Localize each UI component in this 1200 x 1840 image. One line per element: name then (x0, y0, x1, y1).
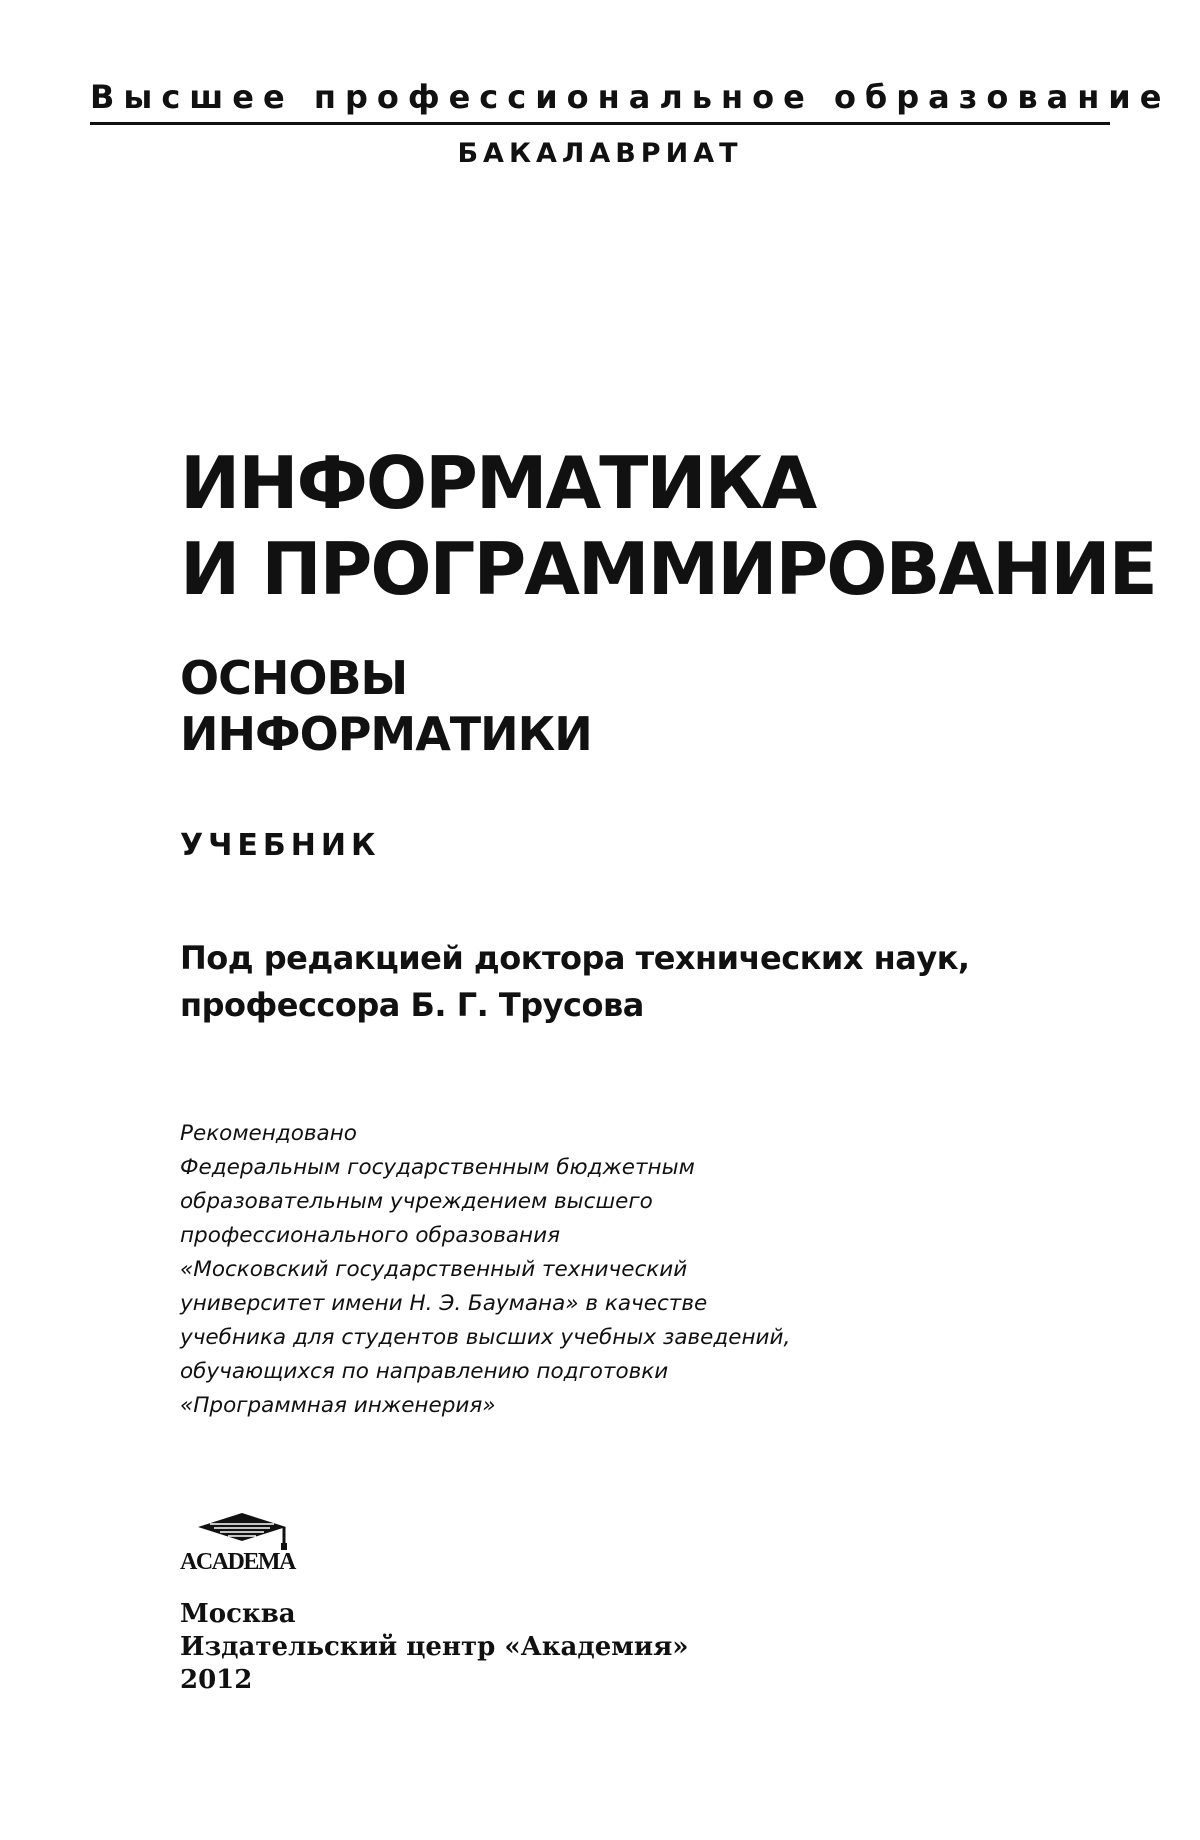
publisher-logo (180, 1505, 310, 1585)
recommendation-line: «Московский государственный технический (180, 1257, 688, 1282)
recommendation-line: Рекомендовано (180, 1121, 357, 1146)
editor-credit (180, 935, 970, 1029)
imprint-city: Москва (180, 1599, 296, 1629)
book-subtitle-line-2: ИНФОРМАТИКИ (180, 707, 592, 761)
recommendation-line: университет имени Н. Э. Баумана» в качестве (180, 1291, 708, 1316)
imprint-year: 2012 (180, 1665, 253, 1695)
document-type: УЧЕБНИК (180, 828, 381, 863)
book-title-line-1: ИНФОРМАТИКА (180, 441, 816, 525)
graduation-cap-icon (180, 1505, 310, 1553)
recommendation-line: образовательным учреждением высшего (180, 1189, 653, 1214)
series-divider (90, 122, 1110, 125)
recommendation-line: обучающихся по направлению подготовки (180, 1359, 669, 1384)
recommendation-line: профессионального образования (180, 1223, 561, 1248)
recommendation-line: «Программная инженерия» (180, 1393, 496, 1418)
editor-line-1: Под редакцией доктора технических наук, (180, 939, 970, 977)
series-title: Высшее профессиональное образование (90, 78, 1171, 116)
recommendation-note (180, 1117, 790, 1423)
book-title (180, 440, 1156, 612)
recommendation-line: учебника для студентов высших учебных заведений, (180, 1325, 791, 1350)
book-subtitle (180, 650, 592, 762)
imprint-publisher: Издательский центр «Академия» (180, 1632, 689, 1662)
recommendation-line: Федеральным государственным бюджетным (180, 1155, 695, 1180)
book-subtitle-line-1: ОСНОВЫ (180, 651, 408, 705)
editor-line-2: профессора Б. Г. Трусова (180, 986, 644, 1024)
book-title-line-2: И ПРОГРАММИРОВАНИЕ (180, 527, 1156, 611)
imprint (180, 1598, 689, 1697)
publisher-logo-text: ACADEMA (180, 1549, 295, 1575)
series-level: БАКАЛАВРИАТ (457, 138, 743, 169)
